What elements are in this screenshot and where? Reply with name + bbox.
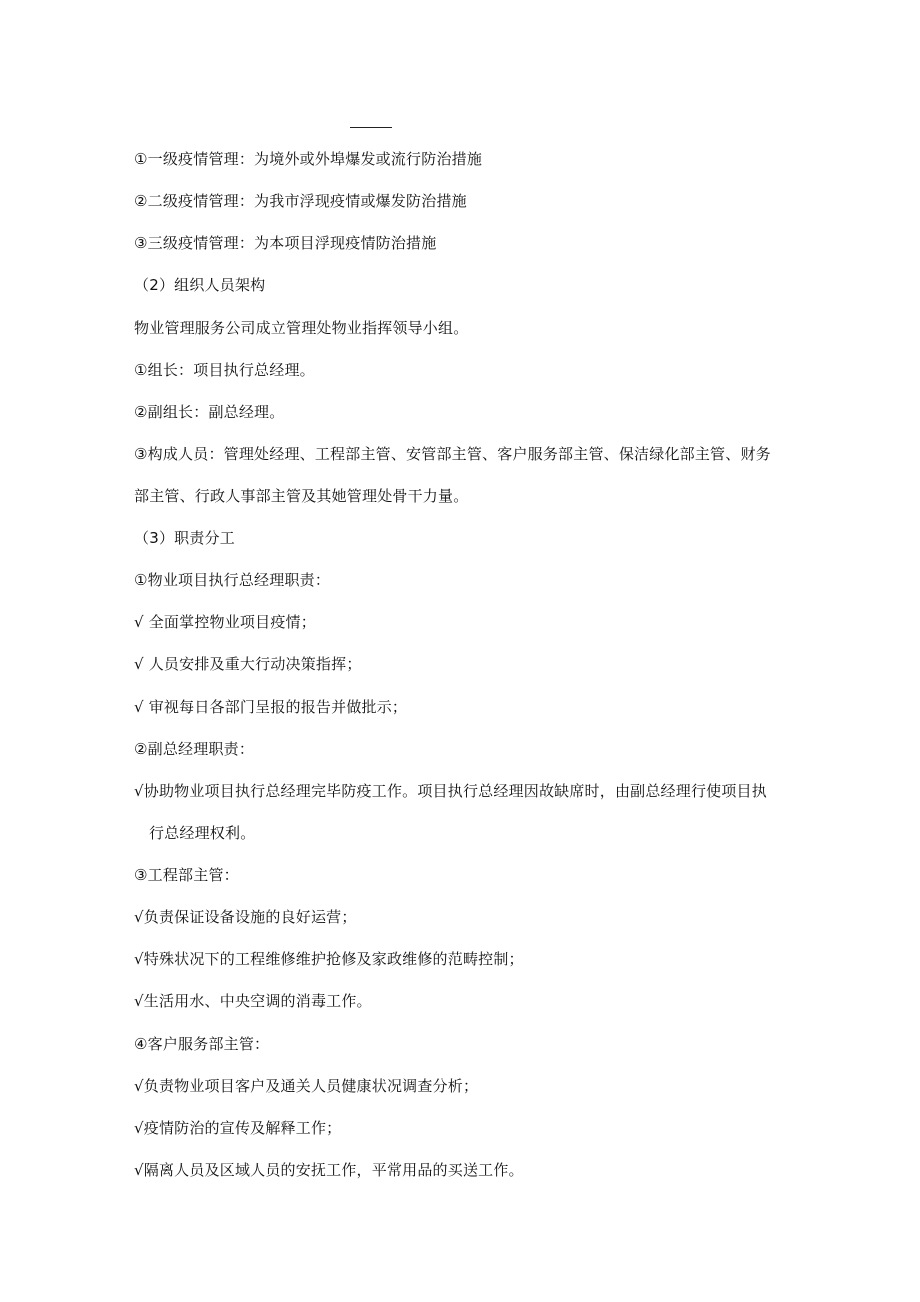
- checklist-item: √疫情防治的宣传及解释工作；: [134, 1119, 342, 1137]
- checklist-item: √ 审视每日各部门呈报的报告并做批示；: [134, 698, 408, 716]
- checklist-item: √生活用水、中央空调的消毒工作。: [134, 992, 372, 1010]
- section-heading: （3）职责分工: [134, 529, 235, 547]
- section-heading: （2）组织人员架构: [134, 276, 266, 294]
- text-line: ③工程部主管：: [134, 866, 239, 884]
- text-line: 部主管、行政人事部主管及其她管理处骨干力量。: [134, 487, 469, 505]
- text-line: ④客户服务部主管：: [134, 1035, 270, 1053]
- text-line: ②二级疫情管理：为我市浮现疫情或爆发防治措施: [134, 192, 467, 210]
- checklist-item: √协助物业项目执行总经理完毕防疫工作。项目执行总经理因故缺席时，由副总经理行使项目执: [134, 782, 767, 800]
- header-rule: [350, 127, 392, 128]
- text-line: ③构成人员：管理处经理、工程部主管、安管部主管、客户服务部主管、保洁绿化部主管、财务: [134, 445, 771, 463]
- checklist-item: √特殊状况下的工程维修维护抢修及家政维修的范畴控制；: [134, 950, 524, 968]
- text-line: ②副总经理职责：: [134, 740, 255, 758]
- text-line: 行总经理权利。: [149, 824, 256, 842]
- text-line: 物业管理服务公司成立管理处物业指挥领导小组。: [134, 319, 469, 337]
- checklist-item: √ 全面掌控物业项目疫情；: [134, 613, 316, 631]
- text-line: ①一级疫情管理：为境外或外埠爆发或流行防治措施: [134, 150, 483, 168]
- checklist-item: √负责物业项目客户及通关人员健康状况调查分析；: [134, 1077, 479, 1095]
- text-line: ②副组长：副总经理。: [134, 403, 285, 421]
- checklist-item: √负责保证设备设施的良好运营；: [134, 908, 357, 926]
- text-line: ③三级疫情管理：为本项目浮现疫情防治措施: [134, 234, 437, 252]
- checklist-item: √隔离人员及区域人员的安抚工作，平常用品的买送工作。: [134, 1161, 524, 1179]
- checklist-item: √ 人员安排及重大行动决策指挥；: [134, 655, 362, 673]
- text-line: ①组长：项目执行总经理。: [134, 361, 315, 379]
- text-line: ①物业项目执行总经理职责：: [134, 571, 331, 589]
